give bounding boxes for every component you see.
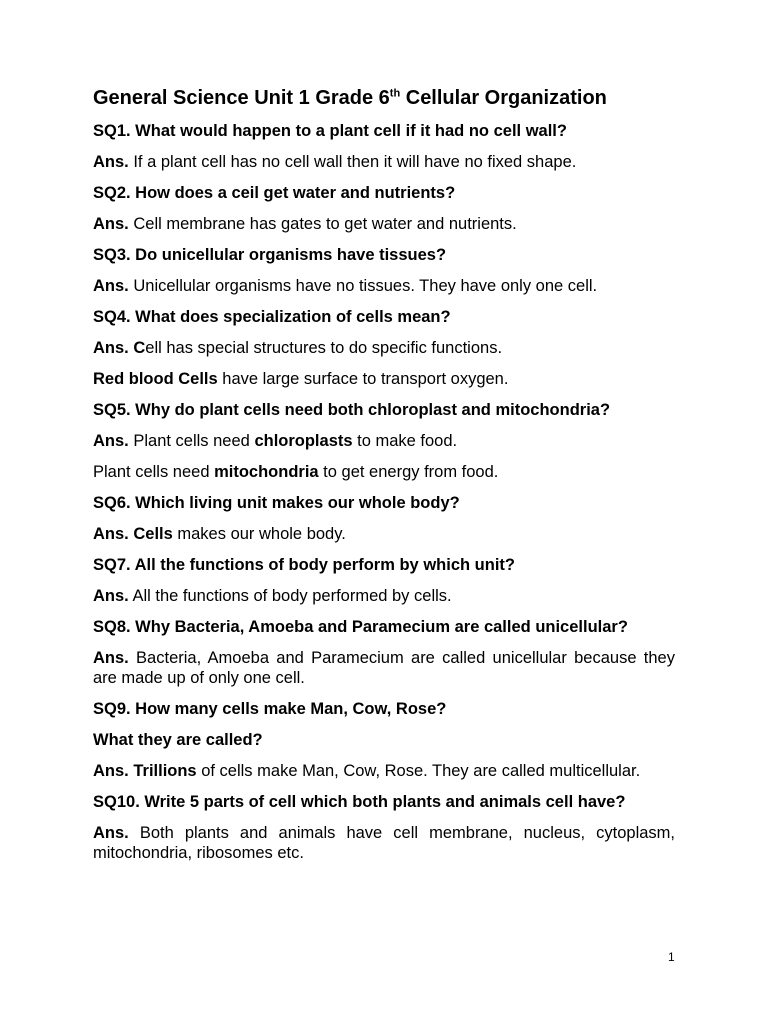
ans-label: Ans.: [93, 525, 129, 543]
answer-text: Unicellular organisms have no tissues. They have only one cell.: [128, 277, 598, 295]
question-7: SQ7. All the functions of body perform by which unit?: [93, 556, 515, 574]
answer-text: All the functions of body performed by cells.: [128, 587, 452, 605]
question-8: SQ8. Why Bacteria, Amoeba and Paramecium are called unicellular?: [93, 618, 628, 636]
answer-bold: Red blood Cells: [93, 370, 218, 388]
question-2: SQ2. How does a ceil get water and nutrients?: [93, 184, 456, 202]
answer-text: ell has special structures to do specific functions.: [145, 339, 503, 357]
question-3: SQ3. Do unicellular organisms have tissues?: [93, 246, 447, 264]
question-4: SQ4. What does specialization of cells mean?: [93, 308, 451, 326]
answer-5-extra: [93, 462, 675, 482]
ans-label: Ans.: [93, 339, 129, 357]
answer-text: Both plants and animals have cell membrane, nucleus, cytoplasm, mitochondria, ribosomes etc.: [93, 824, 675, 862]
title-text-end: Cellular Organization: [400, 87, 607, 109]
answer-4: [93, 338, 675, 358]
answer-bold: Trillions: [128, 762, 197, 780]
answer-text: Cell membrane has gates to get water and nutrients.: [128, 215, 517, 233]
answer-4-extra: [93, 369, 675, 389]
question-10: SQ10. Write 5 parts of cell which both plants and animals cell have?: [93, 793, 626, 811]
answer-text: Plant cells need: [128, 432, 255, 450]
answer-bold: Cells: [128, 525, 173, 543]
answer-text: to make food.: [352, 432, 458, 450]
question-9: SQ9. How many cells make Man, Cow, Rose?: [93, 700, 447, 718]
question-9-extra: What they are called?: [93, 731, 263, 749]
ans-label: Ans.: [93, 432, 129, 450]
answer-text: Bacteria, Amoeba and Paramecium are called unicellular because they are made up of only one cell.: [93, 649, 675, 687]
answer-text: If a plant cell has no cell wall then it will have no fixed shape.: [128, 153, 577, 171]
answer-3: [93, 276, 675, 296]
ans-label: Ans.: [93, 153, 129, 171]
ans-label: Ans.: [93, 649, 129, 667]
answer-text: have large surface to transport oxygen.: [217, 370, 509, 388]
ans-label: Ans.: [93, 587, 129, 605]
answer-text: Plant cells need: [93, 463, 215, 481]
ans-label: Ans.: [93, 824, 129, 842]
ans-label: Ans.: [93, 215, 129, 233]
answer-bold: mitochondria: [214, 463, 319, 481]
answer-10: [93, 823, 675, 863]
answer-text: of cells make Man, Cow, Rose. They are called multicellular.: [196, 762, 641, 780]
answer-bold: C: [128, 339, 146, 357]
answer-text: to get energy from food.: [318, 463, 499, 481]
page-number: 1: [668, 950, 675, 964]
question-1: SQ1. What would happen to a plant cell if it had no cell wall?: [93, 122, 567, 140]
answer-9: [93, 761, 675, 781]
answer-bold: chloroplasts: [254, 432, 353, 450]
answer-6: [93, 524, 675, 544]
answer-2: [93, 214, 675, 234]
answer-1: [93, 152, 675, 172]
title-superscript: th: [389, 87, 401, 100]
answer-5: [93, 431, 675, 451]
title-text: General Science Unit 1 Grade 6: [93, 87, 390, 109]
document-page: [93, 84, 675, 874]
ans-label: Ans.: [93, 762, 129, 780]
answer-text: makes our whole body.: [172, 525, 346, 543]
question-5: SQ5. Why do plant cells need both chloroplast and mitochondria?: [93, 401, 611, 419]
page-title: [93, 84, 675, 112]
answer-7: [93, 586, 675, 606]
question-6: SQ6. Which living unit makes our whole body?: [93, 494, 460, 512]
ans-label: Ans.: [93, 277, 129, 295]
answer-8: [93, 648, 675, 688]
